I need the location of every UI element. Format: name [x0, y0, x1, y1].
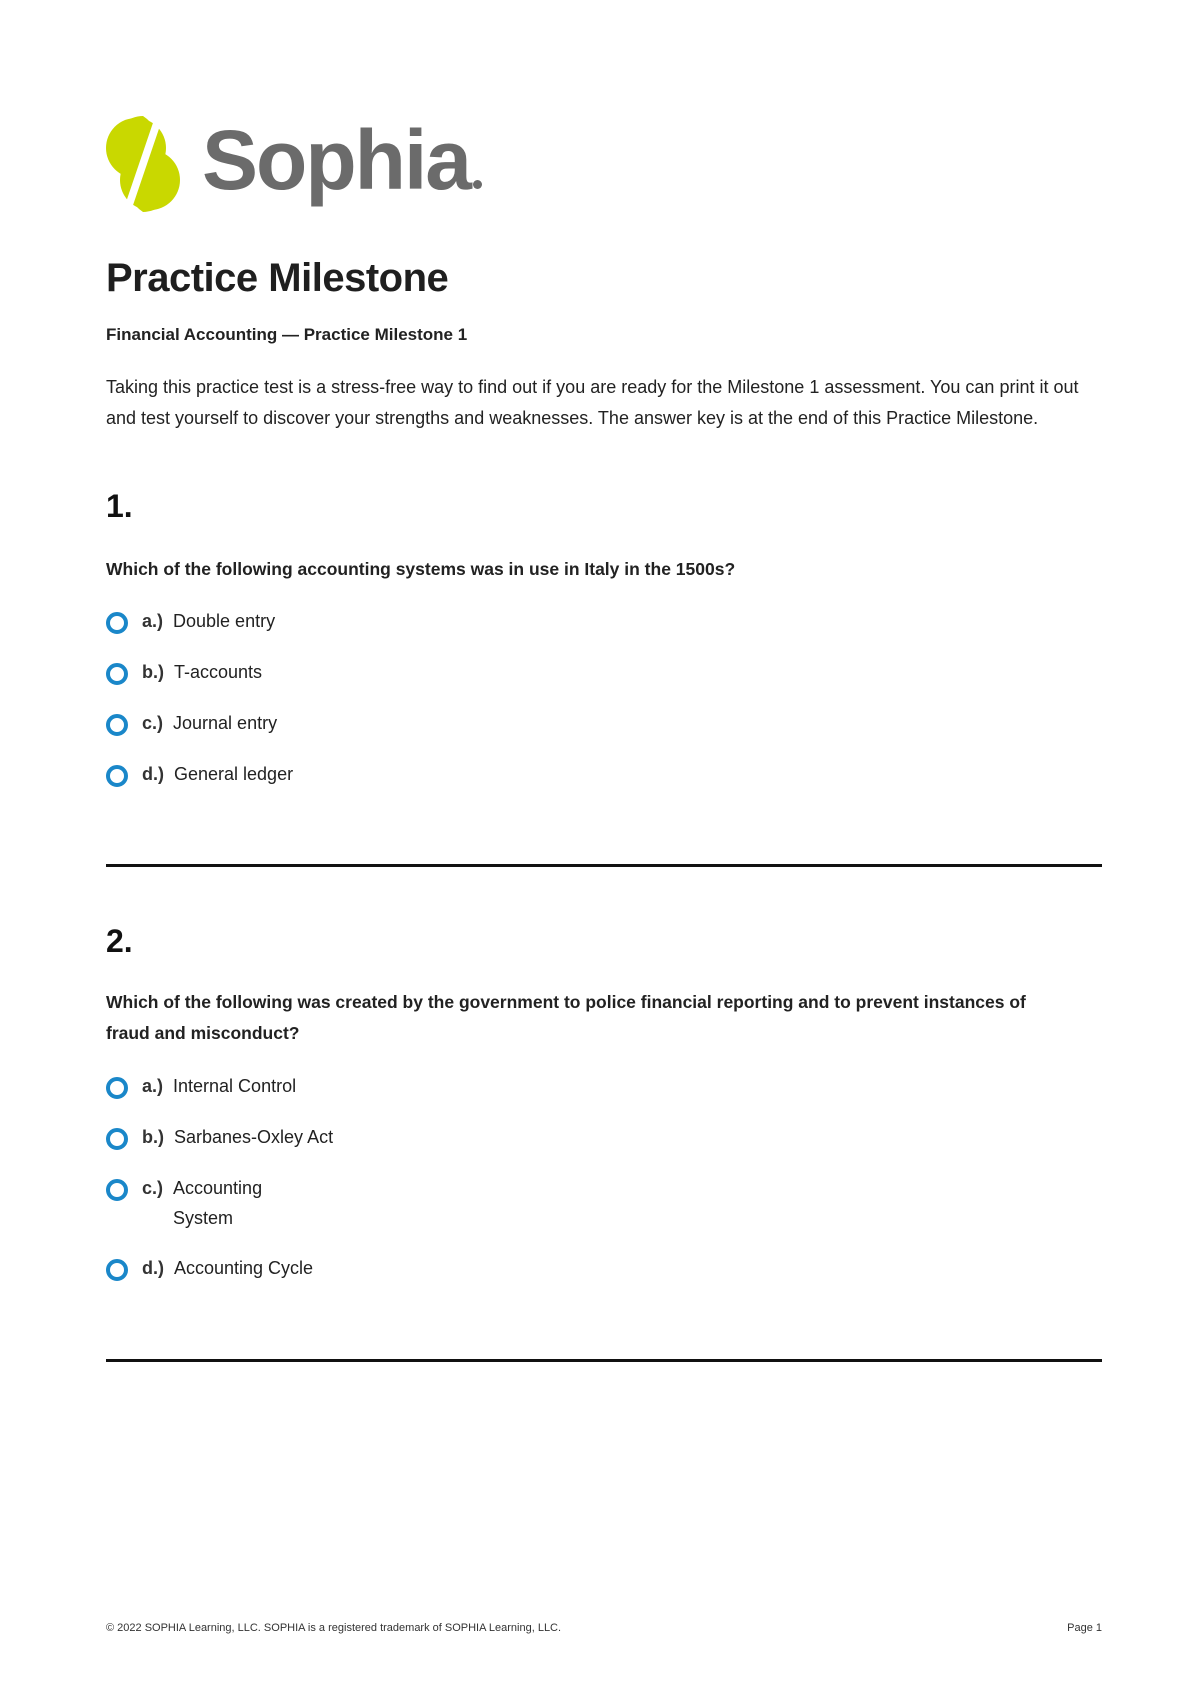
radio-button-icon[interactable]: [106, 663, 128, 685]
document-page: [106, 0, 1102, 1698]
option-text: Accounting Cycle: [174, 1258, 314, 1278]
option-text: T-accounts: [174, 662, 263, 682]
radio-button-icon[interactable]: [106, 1077, 128, 1099]
radio-button-icon[interactable]: [106, 612, 128, 634]
sophia-logo: [106, 112, 482, 216]
option-a[interactable]: [106, 608, 275, 638]
question-text: Which of the following was created by the government to police financial reporting and to prevent instances of fraud and misconduct?: [106, 992, 1026, 1043]
option-letter: d.): [142, 764, 164, 784]
question-text: Which of the following accounting systems was in use in Italy in the 1500s?: [106, 559, 736, 579]
option-text: General ledger: [174, 764, 294, 784]
radio-button-icon[interactable]: [106, 1128, 128, 1150]
section-divider: [106, 1359, 1102, 1362]
radio-button-icon[interactable]: [106, 714, 128, 736]
option-c[interactable]: [106, 710, 277, 740]
option-letter: c.): [142, 1178, 164, 1198]
option-a[interactable]: [106, 1073, 296, 1103]
question-number: 2.: [106, 923, 133, 959]
option-letter: b.): [142, 1127, 164, 1147]
copyright-notice: © 2022 SOPHIA Learning, LLC. SOPHIA is a registered trademark of SOPHIA Learning, LLC.: [106, 1622, 562, 1634]
option-text: Journal entry: [173, 713, 278, 733]
option-d[interactable]: [106, 1255, 313, 1285]
option-letter: d.): [142, 1258, 164, 1278]
radio-button-icon[interactable]: [106, 765, 128, 787]
option-letter: a.): [142, 611, 164, 631]
option-text: Sarbanes-Oxley Act: [174, 1127, 334, 1147]
page-footer: [106, 1622, 1102, 1634]
option-d[interactable]: [106, 761, 293, 791]
page-number: Page 1: [1067, 1622, 1102, 1634]
sophia-wordmark: Sophia: [202, 118, 482, 202]
course-subtitle: Financial Accounting — Practice Milestone 1: [106, 325, 468, 344]
option-b[interactable]: [106, 1124, 333, 1154]
sophia-swoosh-logo-icon: [106, 112, 180, 216]
radio-button-icon[interactable]: [106, 1259, 128, 1281]
option-text: Internal Control: [173, 1076, 297, 1096]
option-text: Double entry: [173, 611, 276, 631]
section-divider: [106, 864, 1102, 867]
intro-paragraph: Taking this practice test is a stress-free way to find out if you are ready for the Milestone 1 assessment. You can print it out and test yourself to discover your strengths and weaknesses. The answer key is at the end of this Practice Milestone.: [106, 377, 1079, 428]
question-number: 1.: [106, 488, 133, 524]
radio-button-icon[interactable]: [106, 1179, 128, 1201]
option-c[interactable]: [106, 1175, 283, 1235]
option-letter: c.): [142, 713, 164, 733]
question-1: [106, 488, 1102, 784]
option-letter: a.): [142, 1076, 164, 1096]
question-2: [106, 923, 1102, 1278]
wordmark-dot: [473, 180, 482, 189]
option-text: Accounting System: [173, 1178, 263, 1228]
option-b[interactable]: [106, 659, 262, 689]
page-title: Practice Milestone: [106, 256, 449, 300]
option-letter: b.): [142, 662, 164, 682]
